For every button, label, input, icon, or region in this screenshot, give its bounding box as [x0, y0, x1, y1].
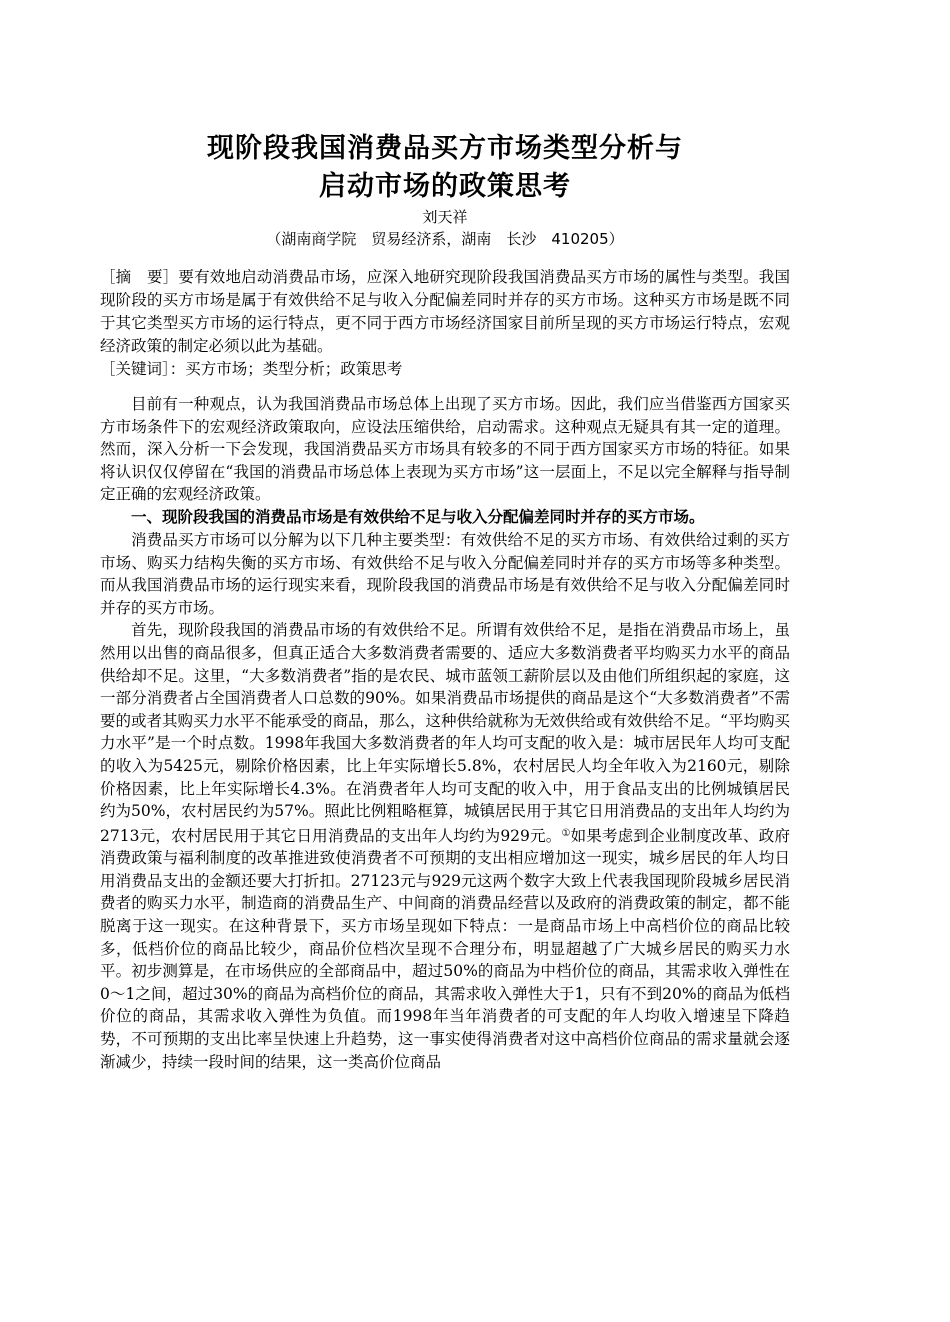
title-line-2: 启动市场的政策思考	[319, 171, 571, 202]
footnote-marker[interactable]: ①	[561, 827, 571, 839]
abstract-text: ［摘 要］要有效地启动消费品市场，应深入地研究现阶段我国消费品买方市场的属性与类型。我国现阶段的买方市场是属于有效供给不足与收入分配偏差同时并存的买方市场。这种买方市场是既不同于其它类型买方市场的运行特点，更不同于西方市场经济国家目前所呈现的买方市场运行特点，宏观经济政策的制定必须以此为基础。	[100, 268, 790, 355]
paragraph-1: 消费品买方市场可以分解为以下几种主要类型：有效供给不足的买方市场、有效供给过剩的买方市场、购买力结构失衡的买方市场、有效供给不足与收入分配偏差同时并存的买方市场等多种类型。而从我国消费品市场的运行现实来看，现阶段我国的消费品市场是有效供给不足与收入分配偏差同时并存的买方市场。	[100, 530, 790, 617]
body-text	[100, 393, 790, 1073]
title-line-1: 现阶段我国消费品买方市场类型分析与	[207, 133, 683, 164]
paper-title	[100, 130, 790, 206]
section-1-heading: 一、现阶段我国的消费品市场是有效供给不足与收入分配偏差同时并存的买方市场。	[131, 507, 705, 526]
author: 刘天祥	[422, 208, 468, 226]
affiliation: （湖南商学院 贸易经济系，湖南 长沙 410205）	[266, 230, 624, 248]
paragraph-2	[100, 619, 790, 1073]
intro-paragraph: 目前有一种观点，认为我国消费品市场总体上出现了买方市场。因此，我们应当借鉴西方国家买方市场条件下的宏观经济政策取向，应设法压缩供给，启动需求。这种观点无疑具有其一定的道理。然而，深入分析一下会发现，我国消费品买方市场具有较多的不同于西方国家买方市场的特征。如果将认识仅仅停留在“我国的消费品市场总体上表现为买方市场”这一层面上，不足以完全解释与指导制定正确的宏观经济政策。	[100, 395, 790, 504]
keywords: ［关键词］：买方市场；类型分析；政策思考	[100, 360, 403, 378]
paper-page	[100, 130, 790, 1073]
abstract-block	[100, 266, 790, 381]
paragraph-2-part-1: 首先，现阶段我国的消费品市场的有效供给不足。所谓有效供给不足，是指在消费品市场上，虽然用以出售的商品很多，但真正适合大多数消费者需要的、适应大多数消费者平均购买力水平的商品供给却不足。这里，“大多数消费者”指的是农民、城市蓝领工薪阶层以及由他们所组织起的家庭，这一部分消费者占全国消费者人口总数的90%。如果消费品市场提供的商品是这个“大多数消费者”不需要的或者其购买力水平不能承受的商品，那么，这种供给就称为无效供给或有效供给不足。“平均购买力水平”是一个时点数。1998年我国大多数消费者的年人均可支配的收入是：城市居民年人均可支配的收入为5425元，剔除价格因素，比上年实际增长5.8%，农村居民人均全年收入为2160元，剔除价格因素，比上年实际增长4.3%。在消费者年人均可支配的收入中，用于食品支出的比例城镇居民约为50%，农村居民约为57%。照此比例粗略框算，城镇居民用于其它日用消费品的支出年人均约为2713元，农村居民用于其它日用消费品的支出年人均约为929元。	[100, 621, 790, 845]
paragraph-2-part-2: 如果考虑到企业制度改革、政府消费政策与福利制度的改革推进致使消费者不可预期的支出相应增加这一现实，城乡居民的年人均日用消费品支出的金额还要大打折扣。27123元与929元这两个数字大致上代表我国现阶段城乡居民消费者的购买力水平，制造商的消费品生产、中间商的消费品经营以及政府的消费政策的制定，都不能脱离于这一现实。在这种背景下，买方市场呈现如下特点：一是商品市场上中高档价位的商品比较多，低档价位的商品比较少，商品价位档次呈现不合理分布，明显超越了广大城乡居民的购买力水平。初步测算是，在市场供应的全部商品中，超过50%的商品为中档价位的商品，其需求收入弹性在0～1之间，超过30%的商品为高档价位的商品，其需求收入弹性大于1，只有不到20%的商品为低档价位的商品，其需求收入弹性为负值。而1998年当年消费者的可支配的年人均收入增速呈下降趋势，不可预期的支出比率呈快速上升趋势，这一事实使得消费者对这中高档价位商品的需求量就会逐渐减少，持续一段时间的结果，这一类高价位商品	[100, 826, 790, 1071]
